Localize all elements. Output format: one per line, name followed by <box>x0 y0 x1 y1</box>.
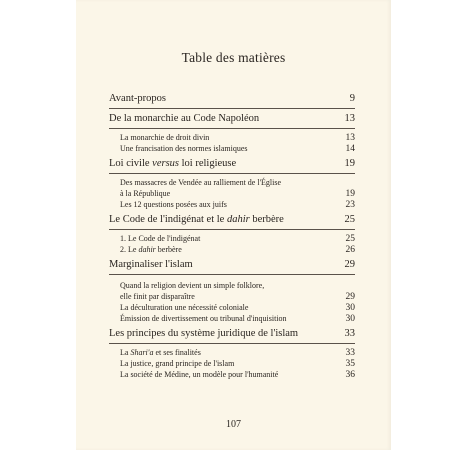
section-title: Émission de divertissement ou tribunal d'inquisition <box>120 314 287 323</box>
section-page: 13 <box>345 133 355 143</box>
section-title <box>120 347 201 358</box>
section-title: La monarchie de droit divin <box>120 133 210 142</box>
section-page: 23 <box>345 200 355 210</box>
section-title-part: berbère <box>155 245 182 254</box>
toc-section <box>109 199 355 210</box>
section-title-italic: dahir <box>138 245 156 254</box>
section-page: 30 <box>345 303 355 313</box>
toc-section <box>109 302 355 313</box>
section-page: 29 <box>345 292 355 302</box>
section-page: 33 <box>345 348 355 358</box>
chapter-page: 25 <box>344 214 355 225</box>
section-title-part: La <box>120 348 131 357</box>
toc-chapter-loi-civile <box>109 157 355 174</box>
chapter-title-part: Le Code de l'indigénat et le <box>109 214 227 225</box>
chapter-page: 19 <box>344 158 355 169</box>
section-title: elle finit par disparaître <box>120 292 195 301</box>
toc-chapter-principes <box>109 327 355 344</box>
chapter-title: Marginaliser l'islam <box>109 259 193 270</box>
chapter-title-part: loi religieuse <box>179 158 237 169</box>
toc-section-line1: Des massacres de Vendée au ralliement de l'Église <box>120 178 282 187</box>
toc-chapter-avant-propos <box>109 92 355 109</box>
chapter-page: 33 <box>344 328 355 339</box>
chapter-page: 9 <box>349 93 355 104</box>
section-title: à la République <box>120 189 171 198</box>
section-title <box>120 244 182 255</box>
toc-chapter-indigenat <box>109 213 355 230</box>
book-page <box>76 0 391 450</box>
section-title: Les 12 questions posées aux juifs <box>120 200 227 209</box>
chapter-page: 13 <box>344 113 355 124</box>
chapter-title-italic: dahir <box>226 214 250 225</box>
section-title: 1. Le Code de l'indigénat <box>120 234 201 243</box>
section-page: 36 <box>345 370 355 380</box>
section-title-part: et ses finalités <box>153 348 201 357</box>
toc-section <box>109 347 355 358</box>
toc-section <box>109 358 355 369</box>
toc-chapter-monarchie <box>109 112 355 129</box>
section-title: La justice, grand principe de l'islam <box>120 359 235 368</box>
folio: 107 <box>226 419 241 430</box>
toc-section <box>109 132 355 143</box>
toc-section <box>109 369 355 380</box>
section-page: 26 <box>345 245 355 255</box>
toc-section <box>109 233 355 244</box>
chapter-title: De la monarchie au Code Napoléon <box>109 113 260 124</box>
chapter-title <box>109 213 284 227</box>
section-title-part: 2. Le <box>120 245 139 254</box>
section-page: 14 <box>345 144 355 154</box>
toc-section-line1: Quand la religion devient un simple folklore, <box>120 281 265 290</box>
chapter-title: Les principes du système juridique de l'islam <box>109 328 299 339</box>
chapter-title-italic: versus <box>152 158 179 169</box>
section-title: La société de Médine, un modèle pour l'humanité <box>120 370 279 379</box>
section-page: 30 <box>345 314 355 324</box>
table-of-contents <box>109 92 355 380</box>
section-title: La déculturation une nécessité coloniale <box>120 303 249 312</box>
section-page: 19 <box>345 189 355 199</box>
section-page: 35 <box>345 359 355 369</box>
chapter-title <box>109 157 236 171</box>
section-title-italic: Shari'a <box>130 348 154 357</box>
section-title: Une francisation des normes islamiques <box>120 144 248 153</box>
toc-section <box>109 244 355 255</box>
section-page: 25 <box>345 234 355 244</box>
chapter-title: Avant-propos <box>109 93 166 104</box>
chapter-title-part: Loi civile <box>109 158 153 169</box>
toc-section <box>109 313 355 324</box>
toc-chapter-marginaliser <box>109 258 355 275</box>
page-title: Table des matières <box>181 50 286 65</box>
chapter-title-part: berbère <box>249 214 284 225</box>
toc-section <box>109 291 355 302</box>
chapter-page: 29 <box>344 259 355 270</box>
toc-section <box>109 188 355 199</box>
toc-section <box>109 143 355 154</box>
